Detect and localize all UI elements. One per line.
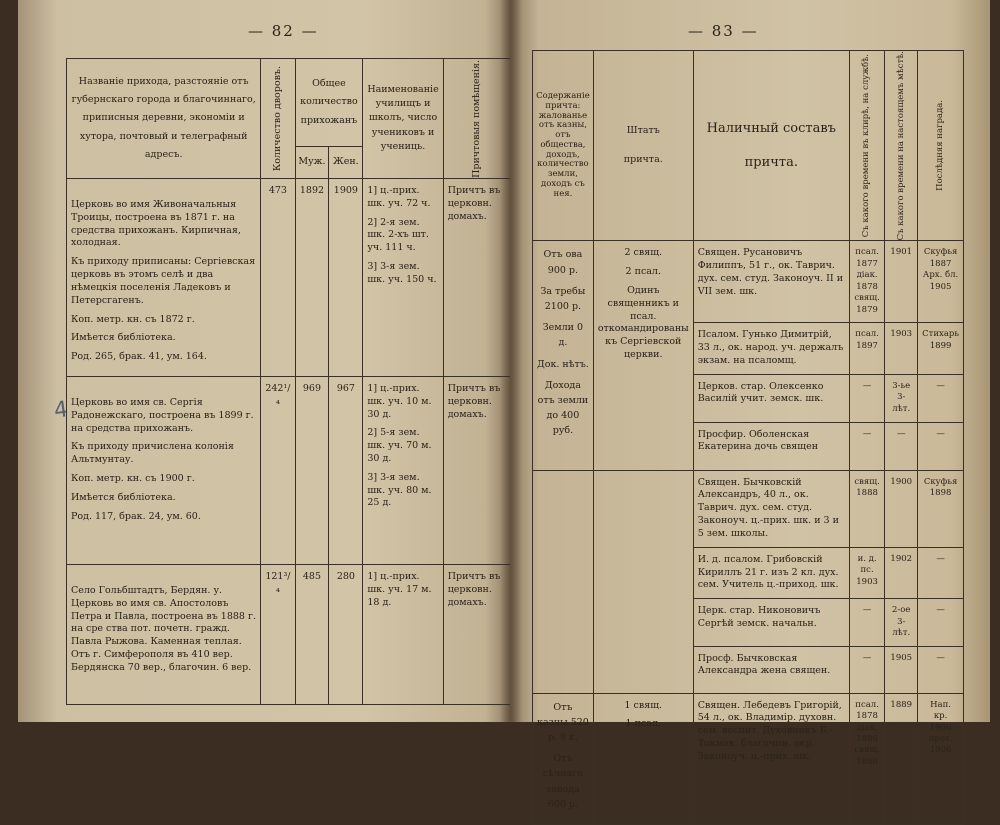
clergy-house-value: Причтъ въ церковн. домахъ. <box>443 564 511 704</box>
table-row <box>533 470 964 547</box>
since-service-value: — <box>849 422 884 470</box>
since-place-value: 1889 <box>885 693 918 824</box>
table-row <box>533 693 964 824</box>
award-value: Нап. кр. 1900 прот. 1906 <box>918 693 964 824</box>
table-row <box>67 179 512 377</box>
header-since-service: Съ какого времени въ клирѣ, на службѣ. <box>849 51 884 241</box>
member-text: Церк. стар. Никоновичъ Сергѣй земск. начальн. <box>693 599 849 646</box>
table-row <box>67 564 512 704</box>
award-value: Скуфья 1887 Арх. бл. 1905 <box>918 241 964 323</box>
header-households: Количество дворовъ. <box>261 59 295 179</box>
schools-value: 1] ц.-прих. шк. уч. 10 м. 30 д. 2] 5-я зем. шк. уч. 70 м. 30 д. 3] 3-я зем. шк. уч. 80 м. 25 д. <box>363 376 443 564</box>
header-award: Послѣдняя награда. <box>918 51 964 241</box>
since-service-value: — <box>849 599 884 646</box>
since-service-value: — <box>849 374 884 422</box>
award-value: — <box>918 374 964 422</box>
book-gutter <box>500 0 522 722</box>
since-service-value: — <box>849 646 884 693</box>
award-value: — <box>918 547 964 598</box>
clergy-house-value: Причтъ въ церковн. домахъ. <box>443 179 511 377</box>
salary-value: Отъ казны 520 р. 9 к. Отъ сѣчнаго завода 600 р. <box>533 693 594 824</box>
households-value: 242¹/₄ <box>261 376 295 564</box>
parish-description: Церковь во имя Живоначальныя Троицы, построена въ 1871 г. на средства прихожанъ. Кирпичная, холодная. Къ приходу приписаны: Сергіевская церковь въ этомъ селѣ и два нѣмецкія поселенія Ладековъ и Петерсгагенъ. Коп. метр. кн. съ 1872 г. Имѣется библіотека. Род. 265, брак. 41, ум. 164. <box>67 179 261 377</box>
male-value: 485 <box>295 564 329 704</box>
award-value: Стихарь 1899 <box>918 323 964 374</box>
since-place-value: 2-ое 3-лѣт. <box>885 599 918 646</box>
households-value: 121³/₄ <box>261 564 295 704</box>
salary-value <box>533 470 594 693</box>
since-place-value: 1901 <box>885 241 918 323</box>
header-name: Названіе прихода, разстояніе отъ губернскаго города и благочиннаго, приписныя деревни, экономіи и хутора, почтовый и телеграфный адресъ. <box>67 59 261 179</box>
since-service-value: псал. 1877 діак. 1878 свящ. 1879 <box>849 241 884 323</box>
page-number: — 82 — <box>248 22 319 40</box>
parish-table <box>66 58 512 705</box>
staff-value <box>593 470 693 693</box>
award-value: — <box>918 599 964 646</box>
header-staff: Штатъ причта. <box>593 51 693 241</box>
award-value: — <box>918 646 964 693</box>
member-text: Священ. Русановичъ Филиппъ, 51 г., ок. Таврич. дух. сем. студ. Законоуч. II и VII зем. шк. <box>693 241 849 323</box>
header-salary: Содержаніе причта: жалованье отъ казны, отъ общества, доходъ, количество земли, доходъ съ нея. <box>533 51 594 241</box>
member-text: Священ. Бычковскій Александръ, 40 л., ок. Таврич. дух. сем. студ. Законоуч. ц.-прих. шк. и 3 и 5 зем. школы. <box>693 470 849 547</box>
award-value: Скуфья 1898 <box>918 470 964 547</box>
parish-description: Церковь во имя св. Сергія Радонежскаго, построена въ 1899 г. на средства прихожанъ. Къ приходу причислена колонія Альтмунтау. Коп. метр. кн. съ 1900 г. Имѣется библіотека. Род. 117, брак. 24, ум. 60. <box>67 376 261 564</box>
table-row <box>533 241 964 323</box>
since-service-value: псал. 1897 <box>849 323 884 374</box>
right-page <box>510 0 990 810</box>
since-place-value: — <box>885 422 918 470</box>
male-value: 969 <box>295 376 329 564</box>
households-value: 473 <box>261 179 295 377</box>
clergy-table <box>532 50 964 825</box>
header-female: Жен. <box>329 147 363 179</box>
parish-description: Село Гольбштадтъ, Бердян. у. Церковь во имя св. Апостоловъ Петра и Павла, построена въ 1888 г. на сре ства пот. почетн. гражд. Павла Рыжова. Каменная теплая. Отъ г. Симферополя въ 410 вер. Бердянска 70 вер., благочин. 6 вер. <box>67 564 261 704</box>
page-number: — 83 — <box>688 22 759 40</box>
staff-value: 1 свящ. 1 псал. <box>593 693 693 824</box>
since-place-value: 1905 <box>885 646 918 693</box>
since-place-value: 1903 <box>885 323 918 374</box>
member-text: Просф. Бычковская Александра жена священ. <box>693 646 849 693</box>
member-text: Священ. Лебедевъ Григорій, 54 л., ок. Владимір. духовн. сем. воспит. Духовникъ Б.-Токмак. благочин. окр. Законоуч. ц.-прих. шк. <box>693 693 849 824</box>
member-text: Просфир. Оболенская Екатерина дочь священ <box>693 422 849 470</box>
member-text: И. д. псалом. Грибовскій Кириллъ 21 г. изъ 2 кл. дух. сем. Учитель ц.-приход. шк. <box>693 547 849 598</box>
since-place-value: 3-ье 3-лѣт. <box>885 374 918 422</box>
staff-value: 2 свящ. 2 псал. Одинъ священникъ и псал. откомандированы къ Сергіевской церкви. <box>593 241 693 470</box>
header-since-place: Съ какого времени на настоящемъ мѣстѣ. <box>885 51 918 241</box>
female-value: 967 <box>329 376 363 564</box>
since-service-value: свящ. 1888 <box>849 470 884 547</box>
female-value: 1909 <box>329 179 363 377</box>
schools-value: 1] ц.-прих. шк. уч. 17 м. 18 д. <box>363 564 443 704</box>
salary-value: Отъ ова 900 р. За требы 2100 р. Земли 0 д. Док. нѣтъ. Дохода отъ земли до 400 руб. <box>533 241 594 470</box>
award-value: — <box>918 422 964 470</box>
male-value: 1892 <box>295 179 329 377</box>
member-text: Псалом. Гунько Димитрій, 33 л., ок. народ. уч. держалъ экзам. на псаломщ. <box>693 323 849 374</box>
header-male: Муж. <box>295 147 329 179</box>
female-value: 280 <box>329 564 363 704</box>
since-place-value: 1900 <box>885 470 918 547</box>
since-service-value: псал. 1878 діак. 1880 свящ. 1880 <box>849 693 884 824</box>
member-text: Церков. стар. Олексенко Василій учит. земск. шк. <box>693 374 849 422</box>
header-parishioners: Общее количество прихожанъ <box>295 59 363 147</box>
header-present: Наличный составъ причта. <box>693 51 849 241</box>
table-row <box>67 376 512 564</box>
header-clergy-house: Причтовыя помѣщенія. <box>443 59 511 179</box>
pencil-margin-note: 4 <box>52 397 70 424</box>
header-schools: Наименованіе училищъ и школъ, число учениковъ и учениць. <box>363 59 443 179</box>
since-service-value: и. д. пс. 1903 <box>849 547 884 598</box>
clergy-house-value: Причтъ въ церковн. домахъ. <box>443 376 511 564</box>
since-place-value: 1902 <box>885 547 918 598</box>
schools-value: 1] ц.-прих. шк. уч. 72 ч. 2] 2-я зем. шк. 2-хъ шт. уч. 111 ч. 3] 3-я зем. шк. уч. 150 ч. <box>363 179 443 377</box>
left-page <box>18 0 510 722</box>
